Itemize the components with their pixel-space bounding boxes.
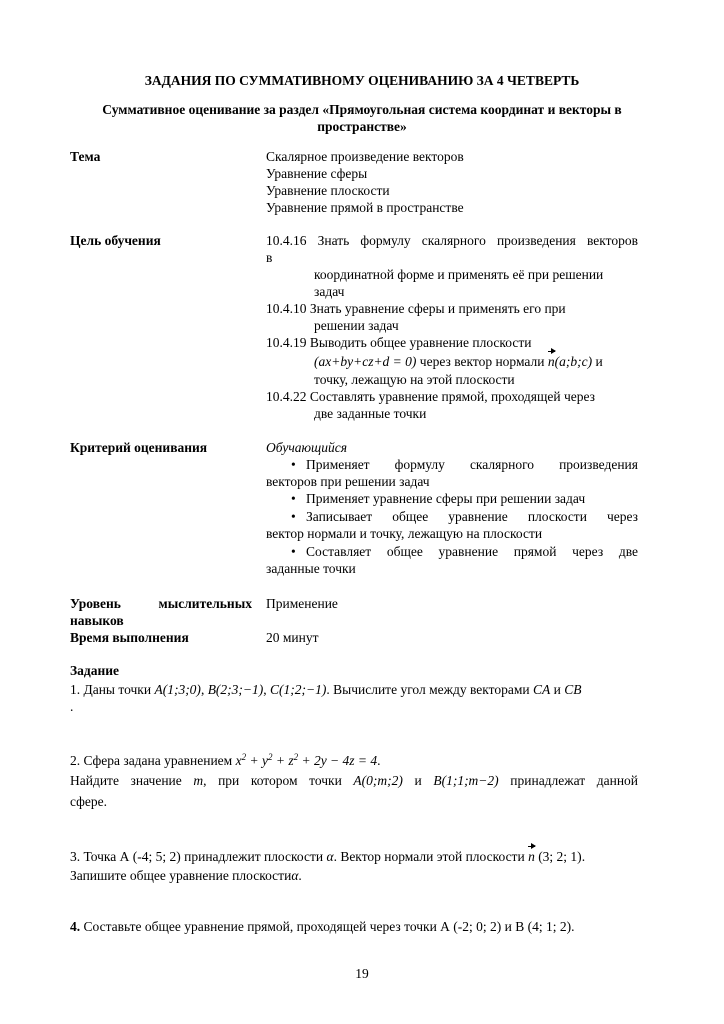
goal-10-4-22: 10.4.22 Составлять уравнение прямой, проходящей через <box>266 389 596 404</box>
plane-alpha: α <box>291 868 299 883</box>
task-text: . Вектор нормали этой плоскости <box>333 849 529 864</box>
level-label-word: Уровень <box>70 596 121 611</box>
topic-item: Уравнение прямой в пространстве <box>266 200 464 215</box>
section-subtitle-line1: Суммативное оценивание за раздел «Прямоугольная система координат и векторы в <box>102 102 622 117</box>
level-label-word: мыслительных <box>158 596 252 611</box>
task-2-line2 <box>70 772 638 789</box>
goal-text: 10.4.16 Знать формулу скалярного произведения векторов <box>266 233 638 248</box>
goal-text: задач <box>314 284 345 299</box>
topic-label: Тема <box>70 149 101 164</box>
task-text: Составьте общее уравнение прямой, проходящей через точки А (-2; 0; 2) и В (4; 1; 2). <box>80 919 575 934</box>
point-b: B(1;1;m−2) <box>433 773 499 788</box>
plane-equation: (ax+by+cz+d = 0) <box>314 354 417 369</box>
goal-text: в <box>266 250 273 265</box>
sphere-equation: $x^2 + y^2 + z^2 + 2y - 4z = 4$ <box>235 752 378 768</box>
topic-item: Уравнение сферы <box>266 166 368 181</box>
task-3 <box>70 848 585 865</box>
goal-text: две заданные точки <box>314 406 427 421</box>
task-text: 3. Точка А (-4; 5; 2) принадлежит плоскости <box>70 849 327 864</box>
goal-10-4-19: 10.4.19 Выводить общее уравнение плоскости <box>266 335 532 350</box>
time-label: Время выполнения <box>70 630 189 645</box>
goal-text: и <box>592 354 603 369</box>
vector-ca: CA <box>532 682 551 697</box>
goal-10-4-16 <box>266 232 638 249</box>
task-text: . Вычислите угол между векторами <box>326 682 533 697</box>
task-text: , при котором точки <box>203 773 354 788</box>
page-number: 19 <box>355 966 369 981</box>
task-text: принадлежат данной <box>510 773 639 788</box>
task-2 <box>70 752 381 769</box>
topic-item: Скалярное произведение векторов <box>266 149 464 164</box>
page-title: ЗАДАНИЯ ПО СУММАТИВНОМУ ОЦЕНИВАНИЮ ЗА 4 ЧЕТВЕРТЬ <box>144 73 580 88</box>
criterion-text: Применяет формулу скалярного произведения <box>306 457 638 472</box>
plane-alpha: α <box>326 849 334 864</box>
goal-text: точку, лежащую на этой плоскости <box>314 372 515 387</box>
goal-label: Цель обучения <box>70 233 161 248</box>
goal-10-4-10: 10.4.10 Знать уравнение сферы и применять его при <box>266 301 566 316</box>
task-1: 1. Даны точки A(1;3;0), B(2;3;−1), C(1;2;−1). Вычислите угол между векторами CA и CB <box>70 682 582 697</box>
time-value: 20 минут <box>266 630 319 645</box>
task-3-line2 <box>70 867 302 884</box>
level-label <box>70 595 252 612</box>
point-b: B(2;3;−1) <box>207 682 264 697</box>
task-text: . <box>377 753 381 768</box>
section-subtitle-line2: пространстве» <box>317 119 407 134</box>
task-text: Найдите значение <box>70 773 194 788</box>
normal-vector-n: n <box>528 849 535 864</box>
point-a: A(0;m;2) <box>353 773 403 788</box>
bullet: • <box>291 509 296 524</box>
criterion-text: вектор нормали и точку, лежащую на плоскости <box>266 526 543 541</box>
normal-vector-n: n <box>547 354 555 369</box>
criterion-text: Записывает общее уравнение плоскости через <box>306 509 638 524</box>
criterion-2: Применяет уравнение сферы при решении задач <box>306 491 586 506</box>
task-text: 2. Сфера задана уравнением <box>70 753 236 768</box>
goal-formula-line <box>314 353 603 370</box>
goal-text: решении задач <box>314 318 399 333</box>
criteria-intro: Обучающийся <box>266 440 348 455</box>
variable-m: m <box>193 773 204 788</box>
normal-vector-coords: (3; 2; 1) <box>538 849 582 864</box>
criterion-4 <box>306 543 638 560</box>
point-c: C(1;2;−1) <box>270 682 327 697</box>
level-value: Применение <box>266 596 338 611</box>
criterion-text: заданные точки <box>266 561 356 576</box>
criterion-text: векторов при решении задач <box>266 474 430 489</box>
topic-item: Уравнение плоскости <box>266 183 390 198</box>
criteria-label: Критерий оценивания <box>70 440 208 455</box>
bullet: • <box>291 544 296 559</box>
task-text: Запишите общее уравнение плоскости <box>70 868 292 883</box>
task-text: и <box>550 682 565 697</box>
task-label: Задание <box>70 663 120 678</box>
normal-vector-coords: (a;b;c) <box>554 354 593 369</box>
task-number: 4. <box>70 919 81 934</box>
task-2-line3: сфере. <box>70 794 108 809</box>
task-1-dot: . <box>70 699 74 714</box>
criterion-text: Составляет общее уравнение прямой через две <box>306 544 638 559</box>
task-text: . <box>581 849 586 864</box>
level-label-line2: навыков <box>70 613 124 628</box>
criterion-1 <box>306 456 638 473</box>
bullet: • <box>291 457 296 472</box>
task-text: 1. Даны точки <box>70 682 155 697</box>
criterion-3 <box>306 508 638 525</box>
task-4 <box>70 918 575 935</box>
point-a: A(1;3;0) <box>154 682 201 697</box>
task-text: и <box>414 773 422 788</box>
bullet: • <box>291 491 296 506</box>
task-text: . <box>298 868 302 883</box>
goal-text: координатной форме и применять её при решении <box>314 267 604 282</box>
task-text <box>70 772 638 789</box>
goal-text: через вектор нормали <box>416 354 548 369</box>
vector-cb: CB <box>564 682 582 697</box>
